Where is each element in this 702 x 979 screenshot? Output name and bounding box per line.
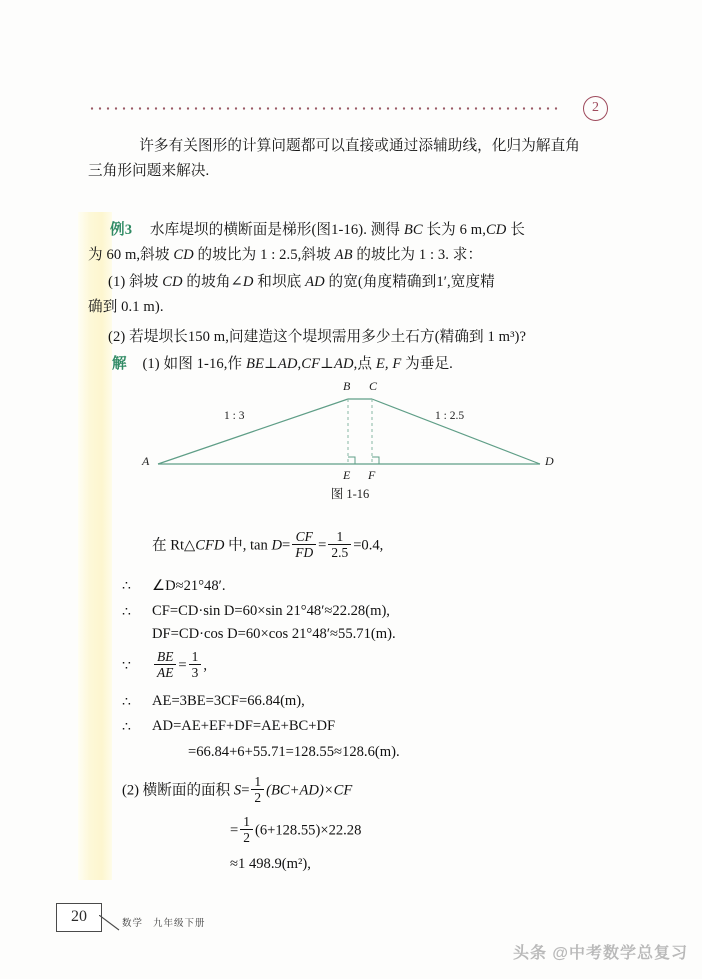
math-line-angle-d: ∠D≈21°48′. [152,578,226,594]
perp-1: ⊥ [264,356,278,372]
watermark-text: 头条 @中考数学总复习 [512,945,688,962]
math-line-df: DF=CD·cos D=60×cos 21°48′≈55.71(m). [152,626,396,642]
line-ab [158,399,348,464]
slope-ratio-left: 1 : 3 [224,410,245,422]
frac-num-1b: 1 [191,649,199,664]
fraction-half-1 [251,774,264,806]
frac-num-half-1: 1 [254,774,262,789]
q1-text-line2: 确到 0.1 m). [88,299,164,315]
chapter-number-badge: 2 [583,96,608,121]
frac-num-half-2: 1 [243,814,250,829]
segment-cd-2: CD [173,247,194,263]
segment-cf: CF [301,356,321,372]
q1-text-c: 和坝底 [253,274,306,290]
eq-2: = [318,537,327,554]
frac-den-ae: AE [154,664,176,680]
example-text-2b: 的坡比为 1 : 2.5,斜坡 [193,247,335,263]
frac-den-3: 3 [189,664,202,680]
page-corner-fold-icon [99,915,121,931]
fraction-cf-fd [292,529,316,561]
frac-num-cf: CF [295,529,313,544]
intro-text-2: 三角形问题来解决. [88,163,210,179]
example-text-2c: 的坡比为 1 : 3. 求： [352,247,483,263]
therefore-symbol-4: ∴ [122,720,131,735]
fraction-1-25 [328,529,351,561]
vertex-label-d: D [545,454,554,468]
math-line-cf: CF=CD·sin D=60×sin 21°48′≈22.28(m), [152,603,390,619]
segment-ab: AB [334,247,353,263]
example-statement-line-2 [88,243,618,268]
because-symbol: ∵ [122,659,131,674]
sol-comma: , [297,356,302,372]
solution-line-1 [112,352,632,377]
figure-caption: 图 1-16 [330,487,370,501]
frac-den-half-2: 2 [240,829,253,845]
fraction-half-2 [240,814,253,846]
intro-paragraph-line-1 [110,134,610,159]
fraction-1-3 [189,649,202,681]
math-line-ad-sum: AD=AE+EF+DF=AE+BC+DF [152,718,336,734]
eq-5: = [230,822,239,839]
page-number: 20 [71,908,87,925]
area-expr: (BC+AD)×CF [266,782,353,799]
q1-text-a: (1) 斜坡 [108,274,163,290]
example-text-1a: 水库堤坝的横断面是梯形(图1-16). 测得 [149,222,404,238]
example-text-1c: 长 [506,222,525,238]
footer-grade: 九年级下册 [153,919,206,929]
example-question-2 [108,325,648,350]
line-cd [372,399,540,464]
triangle-cfd: CFD [195,537,225,554]
math-tan: 中, tan [224,537,272,554]
segment-cd: CD [485,222,507,238]
segment-be: BE [246,356,265,372]
example-text-1b: 长为 6 m, [422,222,486,238]
eq-4: = [241,782,250,799]
q1-segment-cd: CD [162,274,183,290]
footer-subject-grade [122,915,206,929]
vertex-label-f: F [368,468,376,482]
header-dotted-rule [88,107,562,110]
vertex-label-e: E [343,468,351,482]
segment-bc: BC [403,222,423,238]
example-text-2a: 为 60 m,斜坡 [88,247,174,263]
eq-1: = [282,537,291,554]
math-line-be-ae-ratio [152,650,207,682]
math-pre-rt: 在 Rt△ [152,537,196,554]
points-ef: E, F [375,356,402,372]
example-question-1-line-2 [88,295,608,320]
intro-text-1: 许多有关图形的计算问题都可以直接或通过添辅助线，化归为解直角 [139,138,581,154]
sol-text-f: 为垂足. [401,356,453,372]
math-line-area-substituted [230,815,361,847]
intro-paragraph-line-2 [88,159,608,184]
example-label: 例3 [110,222,133,238]
math-line-ad-value: =66.84+6+55.71=128.55≈128.6(m). [188,744,400,760]
therefore-symbol-1: ∴ [122,579,131,594]
math-line-ae: AE=3BE=3CF=66.84(m), [152,693,305,709]
frac-den-fd: FD [292,544,316,560]
area-numbers: (6+128.55)×22.28 [254,822,362,839]
right-angle-mark-f [372,457,379,464]
math-line-tan-d [152,530,383,562]
therefore-symbol-2: ∴ [122,605,131,620]
segment-ad-2: AD [333,356,354,372]
fraction-be-ae [154,649,176,681]
vertex-label-c: C [369,379,378,393]
math-result-04: =0.4, [353,537,384,554]
solution-label: 解 [112,356,127,372]
sol-text-e: ,点 [353,356,376,372]
q1-angle-d: D [242,274,254,290]
sol-text-a: (1) 如图 1-16,作 [142,356,246,372]
example-statement-line-1 [110,218,630,243]
q1-text-b: 的坡角∠ [182,274,243,290]
right-angle-mark-e [348,457,355,464]
area-var-s: S [233,782,242,799]
page-header [88,96,608,122]
perp-2: ⊥ [320,356,334,372]
frac-den-25: 2.5 [328,544,351,560]
q2-text: (2) 若堤坝长150 m,问建造这个堤坝需用多少土石方(精确到 1 m³)? [108,329,527,345]
math-line-area-formula [122,775,352,807]
frac-num-1: 1 [336,529,344,544]
eq-3: = [178,657,187,674]
therefore-symbol-3: ∴ [122,695,131,710]
area-label: (2) 横断面的面积 [122,782,234,799]
example-question-1-line-1 [108,270,628,295]
angle-d-var: D [271,537,283,554]
segment-ad-1: AD [277,356,298,372]
slope-ratio-right: 1 : 2.5 [435,410,465,422]
footer-subject: 数学 [122,919,144,929]
math-line-area-result: ≈1 498.9(m²), [230,856,311,872]
page-number-box [56,903,102,932]
q1-segment-ad: AD [305,274,325,290]
vertex-label-a: A [142,454,150,468]
frac-den-half-1: 2 [251,789,264,805]
math-comma-1: , [203,657,208,674]
vertex-label-b: B [343,379,351,393]
q1-text-d: 的宽(角度精确到1′,宽度精 [324,274,495,290]
frac-num-be: BE [157,649,174,664]
